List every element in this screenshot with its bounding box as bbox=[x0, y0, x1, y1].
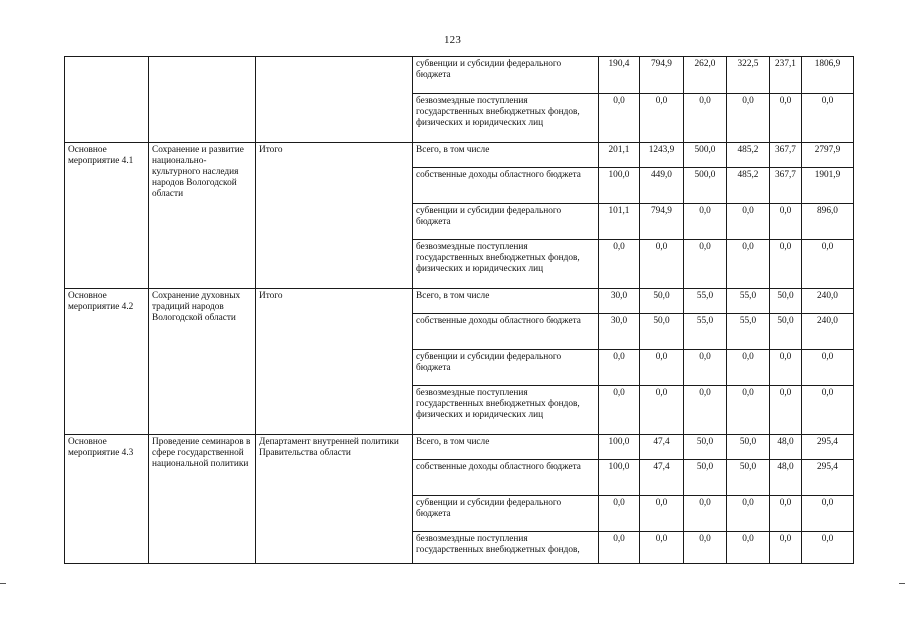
value-cell: 0,0 bbox=[684, 496, 727, 532]
value-cell: 101,1 bbox=[599, 204, 640, 240]
value-cell: 0,0 bbox=[727, 240, 770, 289]
value-cell: 0,0 bbox=[599, 240, 640, 289]
measure-name-cell: Сохранение духовных традиций народов Вологодской области bbox=[149, 289, 256, 435]
value-cell: 237,1 bbox=[770, 57, 802, 94]
value-cell: 295,4 bbox=[802, 460, 854, 496]
funding-source-cell: субвенции и субсидии федерального бюджета bbox=[413, 57, 599, 94]
table-row bbox=[65, 143, 854, 168]
value-cell: 30,0 bbox=[599, 314, 640, 350]
value-cell: 0,0 bbox=[727, 350, 770, 386]
value-cell: 485,2 bbox=[727, 143, 770, 168]
budget-table bbox=[64, 56, 854, 564]
value-cell: 896,0 bbox=[802, 204, 854, 240]
value-cell: 0,0 bbox=[599, 386, 640, 435]
value-cell: 55,0 bbox=[727, 289, 770, 314]
measure-code-cell: Основное мероприятие 4.2 bbox=[65, 289, 149, 435]
value-cell: 50,0 bbox=[684, 435, 727, 460]
value-cell: 0,0 bbox=[684, 350, 727, 386]
funding-source-cell: собственные доходы областного бюджета bbox=[413, 314, 599, 350]
funding-source-cell: безвозмездные поступления государственных внебюджетных фондов, физических и юридических лиц bbox=[413, 386, 599, 435]
value-cell: 500,0 bbox=[684, 168, 727, 204]
executor-cell: Итого bbox=[256, 143, 413, 289]
value-cell: 0,0 bbox=[727, 496, 770, 532]
value-cell: 55,0 bbox=[684, 314, 727, 350]
table-row bbox=[65, 289, 854, 314]
value-cell: 100,0 bbox=[599, 435, 640, 460]
value-cell: 0,0 bbox=[640, 94, 684, 143]
value-cell: 0,0 bbox=[770, 94, 802, 143]
value-cell: 240,0 bbox=[802, 314, 854, 350]
value-cell: 0,0 bbox=[727, 386, 770, 435]
measure-name-cell: Проведение семинаров в сфере государственной национальной политики bbox=[149, 435, 256, 564]
value-cell: 0,0 bbox=[599, 94, 640, 143]
value-cell: 1243,9 bbox=[640, 143, 684, 168]
value-cell: 50,0 bbox=[770, 289, 802, 314]
value-cell: 0,0 bbox=[640, 240, 684, 289]
value-cell: 0,0 bbox=[802, 240, 854, 289]
funding-source-cell: безвозмездные поступления государственных внебюджетных фондов, физических и юридических лиц bbox=[413, 240, 599, 289]
value-cell: 262,0 bbox=[684, 57, 727, 94]
value-cell: 0,0 bbox=[599, 496, 640, 532]
executor-cell: Департамент внутренней политики Правительства области bbox=[256, 435, 413, 564]
measure-code-cell: Основное мероприятие 4.3 bbox=[65, 435, 149, 564]
funding-source-cell: Всего, в том числе bbox=[413, 289, 599, 314]
executor-cell: Итого bbox=[256, 289, 413, 435]
value-cell: 794,9 bbox=[640, 204, 684, 240]
value-cell: 0,0 bbox=[727, 532, 770, 564]
value-cell: 0,0 bbox=[770, 496, 802, 532]
value-cell: 295,4 bbox=[802, 435, 854, 460]
measure-name-cell: Сохранение и развитие национально-культурного наследия народов Вологодской области bbox=[149, 143, 256, 289]
value-cell: 367,7 bbox=[770, 143, 802, 168]
value-cell: 0,0 bbox=[640, 350, 684, 386]
value-cell: 794,9 bbox=[640, 57, 684, 94]
funding-source-cell: субвенции и субсидии федерального бюджета bbox=[413, 496, 599, 532]
funding-source-cell: субвенции и субсидии федерального бюджета bbox=[413, 204, 599, 240]
value-cell: 50,0 bbox=[684, 460, 727, 496]
value-cell: 0,0 bbox=[802, 386, 854, 435]
value-cell: 0,0 bbox=[684, 204, 727, 240]
value-cell: 47,4 bbox=[640, 460, 684, 496]
funding-source-cell: собственные доходы областного бюджета bbox=[413, 168, 599, 204]
value-cell: 100,0 bbox=[599, 168, 640, 204]
value-cell: 0,0 bbox=[727, 94, 770, 143]
executor-cell bbox=[256, 57, 413, 143]
value-cell: 449,0 bbox=[640, 168, 684, 204]
value-cell: 48,0 bbox=[770, 435, 802, 460]
scan-edge-mark-right bbox=[899, 583, 905, 584]
value-cell: 0,0 bbox=[770, 532, 802, 564]
value-cell: 0,0 bbox=[802, 532, 854, 564]
value-cell: 1806,9 bbox=[802, 57, 854, 94]
value-cell: 0,0 bbox=[770, 204, 802, 240]
value-cell: 201,1 bbox=[599, 143, 640, 168]
value-cell: 55,0 bbox=[684, 289, 727, 314]
value-cell: 55,0 bbox=[727, 314, 770, 350]
page-number: 123 bbox=[443, 34, 462, 46]
value-cell: 50,0 bbox=[770, 314, 802, 350]
table-row bbox=[65, 435, 854, 460]
value-cell: 0,0 bbox=[684, 240, 727, 289]
value-cell: 240,0 bbox=[802, 289, 854, 314]
value-cell: 0,0 bbox=[727, 204, 770, 240]
value-cell: 0,0 bbox=[599, 532, 640, 564]
table-row bbox=[65, 57, 854, 94]
value-cell: 50,0 bbox=[640, 289, 684, 314]
value-cell: 0,0 bbox=[802, 496, 854, 532]
value-cell: 0,0 bbox=[770, 240, 802, 289]
value-cell: 100,0 bbox=[599, 460, 640, 496]
value-cell: 322,5 bbox=[727, 57, 770, 94]
value-cell: 0,0 bbox=[640, 532, 684, 564]
value-cell: 367,7 bbox=[770, 168, 802, 204]
value-cell: 0,0 bbox=[770, 386, 802, 435]
funding-source-cell: Всего, в том числе bbox=[413, 143, 599, 168]
value-cell: 0,0 bbox=[684, 386, 727, 435]
funding-source-cell: собственные доходы областного бюджета bbox=[413, 460, 599, 496]
value-cell: 2797,9 bbox=[802, 143, 854, 168]
value-cell: 0,0 bbox=[802, 350, 854, 386]
value-cell: 485,2 bbox=[727, 168, 770, 204]
value-cell: 0,0 bbox=[640, 496, 684, 532]
value-cell: 50,0 bbox=[640, 314, 684, 350]
measure-name-cell bbox=[149, 57, 256, 143]
value-cell: 47,4 bbox=[640, 435, 684, 460]
value-cell: 0,0 bbox=[770, 350, 802, 386]
value-cell: 30,0 bbox=[599, 289, 640, 314]
value-cell: 190,4 bbox=[599, 57, 640, 94]
value-cell: 500,0 bbox=[684, 143, 727, 168]
funding-source-cell: безвозмездные поступления государственных внебюджетных фондов, bbox=[413, 532, 599, 564]
value-cell: 48,0 bbox=[770, 460, 802, 496]
value-cell: 50,0 bbox=[727, 435, 770, 460]
measure-code-cell: Основное мероприятие 4.1 bbox=[65, 143, 149, 289]
value-cell: 1901,9 bbox=[802, 168, 854, 204]
value-cell: 0,0 bbox=[599, 350, 640, 386]
value-cell: 0,0 bbox=[640, 386, 684, 435]
value-cell: 50,0 bbox=[727, 460, 770, 496]
funding-source-cell: Всего, в том числе bbox=[413, 435, 599, 460]
value-cell: 0,0 bbox=[684, 94, 727, 143]
value-cell: 0,0 bbox=[684, 532, 727, 564]
value-cell: 0,0 bbox=[802, 94, 854, 143]
measure-code-cell bbox=[65, 57, 149, 143]
funding-source-cell: субвенции и субсидии федерального бюджета bbox=[413, 350, 599, 386]
scan-edge-mark-left bbox=[0, 583, 6, 584]
funding-source-cell: безвозмездные поступления государственных внебюджетных фондов, физических и юридических лиц bbox=[413, 94, 599, 143]
